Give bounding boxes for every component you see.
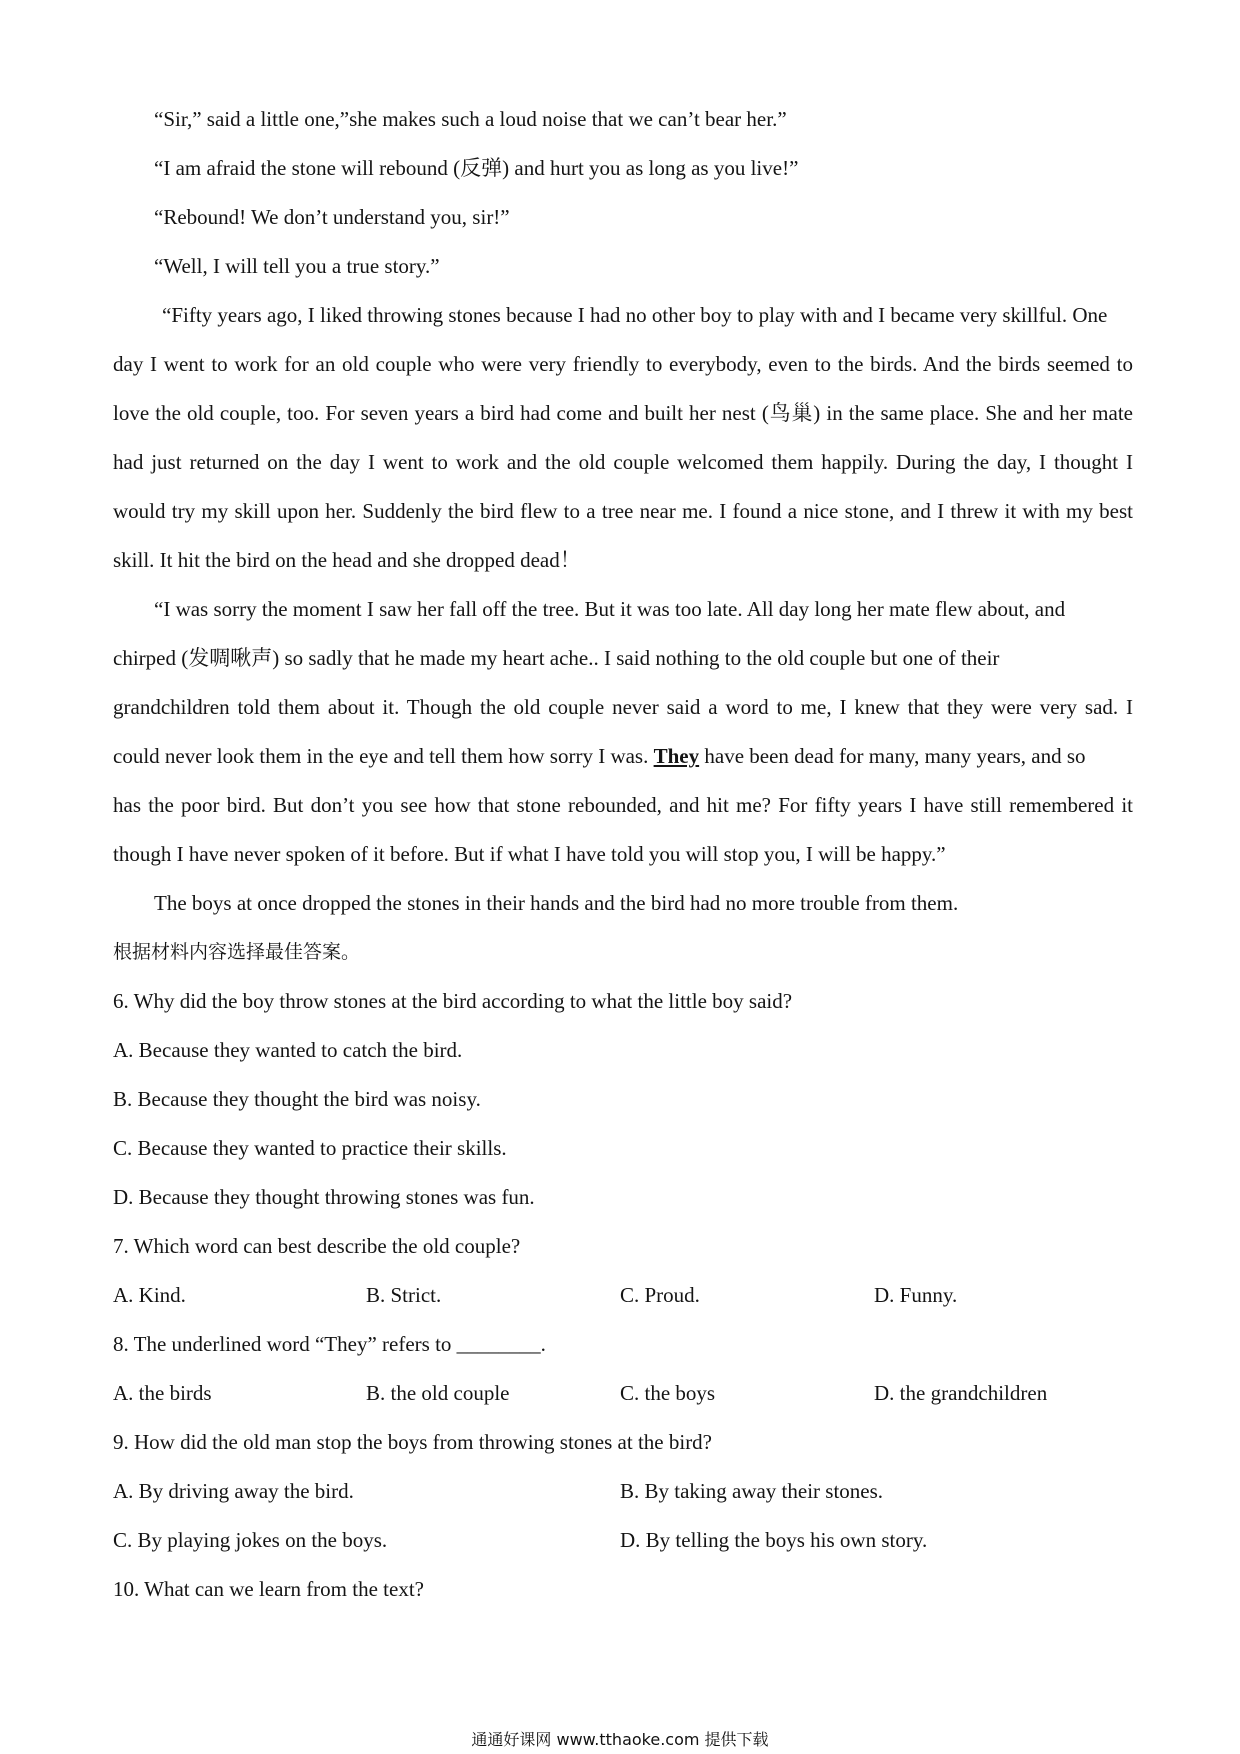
question-stem: 6. Why did the boy throw stones at the bird according to what the little boy said? bbox=[113, 989, 793, 1013]
option-a: A. the birds bbox=[113, 1381, 212, 1405]
option-c: C. By playing jokes on the boys. bbox=[113, 1528, 388, 1552]
option-b: B. By taking away their stones. bbox=[620, 1479, 884, 1503]
page-footer: 通通好课网 www.tthaoke.com 提供下载 bbox=[471, 1730, 769, 1749]
question-stem: 8. The underlined word “They” refers to ________. bbox=[113, 1332, 546, 1356]
paragraph-line: “I was sorry the moment I saw her fall off the tree. But it was too late. All day long her mate flew about, and bbox=[154, 597, 1066, 621]
option-a: A. By driving away the bird. bbox=[113, 1479, 354, 1503]
option-d: D. Because they thought throwing stones was fun. bbox=[113, 1185, 535, 1209]
paragraph-line: The boys at once dropped the stones in their hands and the bird had no more trouble from them. bbox=[154, 891, 959, 915]
dialogue-line: “Rebound! We don’t understand you, sir!” bbox=[154, 205, 510, 229]
dialogue-line: “Sir,” said a little one,”she makes such a loud noise that we can’t bear her.” bbox=[154, 107, 787, 131]
option-b: B. Strict. bbox=[366, 1283, 442, 1307]
question-stem: 7. Which word can best describe the old couple? bbox=[113, 1234, 521, 1258]
paragraph-line: “Fifty years ago, I liked throwing stones because I had no other boy to play with and I became very skillful. One bbox=[162, 303, 1108, 327]
option-c: C. Proud. bbox=[620, 1283, 700, 1307]
paragraph-line: skill. It hit the bird on the head and she dropped dead！ bbox=[113, 548, 581, 572]
dialogue-line: “Well, I will tell you a true story.” bbox=[154, 254, 440, 278]
option-b: B. the old couple bbox=[366, 1381, 510, 1405]
option-d: D. By telling the boys his own story. bbox=[620, 1528, 928, 1552]
paragraph-line: would try my skill upon her. Suddenly the bird flew to a tree near me. I found a nice stone, and I threw it with my best bbox=[113, 499, 1133, 523]
option-c: C. the boys bbox=[620, 1381, 716, 1405]
paragraph-line: grandchildren told them about it. Though the old couple never said a word to me, I knew that they were very sad. I bbox=[113, 695, 1133, 719]
paragraph-line: day I went to work for an old couple who were very friendly to everybody, even to the birds. And the birds seemed to bbox=[113, 352, 1133, 376]
paragraph-line: has the poor bird. But don’t you see how that stone rebounded, and hit me? For fifty years I have still remembered it bbox=[113, 793, 1133, 817]
dialogue-line: “I am afraid the stone will rebound (反弹) and hurt you as long as you live!” bbox=[154, 156, 799, 180]
paragraph-line: though I have never spoken of it before. But if what I have told you will stop you, I will be happy.” bbox=[113, 842, 946, 866]
paragraph-text: could never look them in the eye and tell them how sorry I was. bbox=[113, 744, 654, 768]
option-d: D. Funny. bbox=[874, 1283, 958, 1307]
question-stem: 10. What can we learn from the text? bbox=[113, 1577, 424, 1601]
option-b: B. Because they thought the bird was noisy. bbox=[113, 1087, 481, 1111]
paragraph-line bbox=[113, 743, 1133, 769]
option-a: A. Kind. bbox=[113, 1283, 186, 1307]
paragraph-line: love the old couple, too. For seven years a bird had come and built her nest (鸟巢) in the same place. She and her mate bbox=[113, 401, 1133, 425]
paragraph-text: have been dead for many, many years, and so bbox=[699, 744, 1086, 768]
option-a: A. Because they wanted to catch the bird. bbox=[113, 1038, 463, 1062]
paragraph-line: had just returned on the day I went to work and the old couple welcomed them happily. During the day, I thought I bbox=[113, 450, 1133, 474]
option-c: C. Because they wanted to practice their skills. bbox=[113, 1136, 507, 1160]
paragraph-line: chirped (发啁啾声) so sadly that he made my heart ache.. I said nothing to the old couple but one of their bbox=[113, 646, 1000, 670]
underlined-word: They bbox=[653, 744, 700, 768]
question-stem: 9. How did the old man stop the boys from throwing stones at the bird? bbox=[113, 1430, 713, 1454]
option-d: D. the grandchildren bbox=[874, 1381, 1048, 1405]
instruction: 根据材料内容选择最佳答案。 bbox=[113, 941, 361, 963]
